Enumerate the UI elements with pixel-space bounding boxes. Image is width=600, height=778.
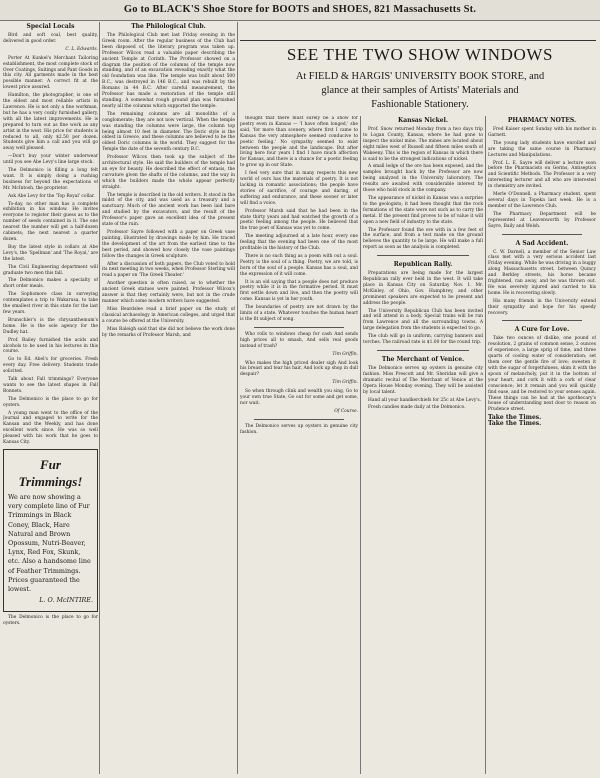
local-item: To-day, no other man has a complete exhibition in his window. He invites everyone to register their guess as to the number of seeds contained in it. The one nearest the number will get a half-dozen cabinets; the next nearest a quarter dozen. <box>3 201 98 242</box>
article-paragraph: The University Republican Club has been invited and will attend in a body. Special trains will be run from Lawrence and all the surrounding towns. A large delegation from the students is expected to go. <box>363 308 483 332</box>
article-paragraph: The remaining columns are all monoliths of a conglomerate; they are not now vertical. When the temple was standing the columns were large, the column top being almost 10 feet in diameter. The Doric style is the oldest in Greece, and these columns are believed to be the oldest Doric columns in the world. They suggest for the Temple the date of the seventh century B.C. <box>102 111 235 153</box>
verse: Who makes the high priced dealer sigh And look his breast and tear his hair, And lock up shop in dull despair? <box>240 360 358 378</box>
article-paragraph: Miss Raleigh said that she did not believe the work done by the remarks of Professor Marsh, and <box>102 326 235 338</box>
cure-for-love-heading: A Cure for Love. <box>514 326 570 334</box>
article-paragraph: Preparations are being made for the largest Republican rally ever held in the west. It will take place in Kansas City on Saturday Nov. 1. Mr. McKinley, of Ohio, Gov. Humphrey, and other prominent speakers are expected to be present and address the people. <box>363 271 483 306</box>
article-paragraph: Take two ounces of dislike, one pound of resolution, 2 grains of common sense, 2 ounces of experience, a large sprig of time, and three quarts of cooling water of consideration; set them over the gentle fire of love; sweeten it with the sugar of forgetfulness, skim it with the spoon of melancholy, put it in the bottom of your heart, and cork it with a cork of clear conscience; let it remain and you will quickly find ease, and be restored to your senses again. These things can be had at the apothecary's house of understanding next door to reason on Prudence street. <box>488 336 596 413</box>
philological-club-heading: The Philological Club. <box>131 23 206 30</box>
column-2 <box>102 22 235 774</box>
column-1 <box>3 22 98 774</box>
article-paragraph: After a discussion of both papers, the Club voted to hold its next meeting in two weeks, when Professor Sterling will read a paper on 'The Greek Theater.' <box>102 261 235 279</box>
article-paragraph: Miss Beardslee read a brief paper on the study of classical archaeology in American colleges, and urged that a course be offered at the University. <box>102 306 235 324</box>
article-paragraph: I feel very sure that in many respects this new world of ours has the materials of poetry. It is not lacking in romantic associations; the people have stories of sacrifice, of courage and daring, of suffering and endurance, and these sooner or later will find a voice. <box>240 171 358 206</box>
article-paragraph: C. W. Darnell, a member of the Senior Law class met with a very serious accident last Friday evening. While he was driving in a buggy along Massachusetts street, between Quincy and Berkley streets, his horse became frightened, ran away, and he was thrown out. He was severely injured and carried to his home. He is recovering slowly. <box>488 249 596 296</box>
local-item: Porter At Kunkel's Merchant Tailoring establishment, the most complete stock of Over Coatings, Suitings and Pant Goods in this city. All garments made in the best possible manner. A correct fit at the lowest price assured. <box>3 55 98 91</box>
article-paragraph: The club will go in uniform, carrying banners and torches. The railroad rate is $1.00 for the round trip. <box>363 334 483 346</box>
article-paragraph: Professor Wilcox then took up the subject of the architectural style. He said the builders of the temple had an eye for beauty. He described the effect of entasis, the curvature given the shafts of the columns, and the way in which the builders made the whole appear perfectly straight. <box>102 155 235 190</box>
divider <box>377 350 469 351</box>
special-locals-heading: Special Locals <box>26 23 75 30</box>
local-item: The Delmonico is filling a long felt want. It is simply doing a rushing business for beyond the expectations of Mr. McIntosh, the proprietor. <box>3 168 98 191</box>
take-the-times-line: Take the Times. <box>488 414 542 422</box>
signature: Tim Griffin. <box>332 380 358 386</box>
article-paragraph: A small ledge of the ore has been exposed, and the samples brought back by the Professor are now being analyzed in the University laboratory. The results are awaited with considerable interest by those who hold stock in the company. <box>363 164 483 194</box>
show-windows-ad-title: SEE THE TWO SHOW WINDOWS <box>286 45 554 64</box>
article-paragraph: Merle O'Donnell, a Pharmacy student, spent several days in Topeka last week. He is a member of the Lawrence Club. <box>488 192 596 209</box>
ad-line: At FIELD & HARGIS' UNIVERSITY BOOK STORE, and <box>295 71 545 82</box>
article-paragraph: Prof. L. E. Sayre will deliver a lecture soon before the Pharmacists on Germs, Antiseptics and Scientific Methods. The Professor is a very interesting lecturer and all who are interested in chemistry are invited. <box>488 160 596 190</box>
local-item: The Delmonico makes a specialty of short order meals. <box>3 278 98 290</box>
local-item: Bird and soft coal, best quality, delivered in good order. <box>3 33 98 44</box>
ad-line: glance at their samples of Artists' Materials and <box>321 85 519 96</box>
signature: C. L. Edwards. <box>65 46 98 52</box>
local-item: Talk about Fall trimmings? Everyone wants to see the latest shapes in Fall Bonnets. <box>3 377 98 394</box>
kansas-nickel-heading: Kansas Nickel. <box>398 117 448 124</box>
show-windows-ad-text <box>240 70 600 112</box>
divider <box>502 320 582 321</box>
divider <box>377 255 469 256</box>
article-paragraph: The Delmonico serves up oysters in genuine city fashion. Miss Prescott and Mr. Sheridan will give a dramatic recital of The Merchant of Venice at the Opera House Monday evening. They will be assisted by local talent. <box>363 366 483 395</box>
fur-trimmings-heading: Fur Trimmings! <box>18 457 83 489</box>
fur-signature: L. O. McINTIRE. <box>39 596 93 605</box>
article-paragraph: The Philological Club met last Friday evening in the Greek room. After the regular business of the Club had been disposed of, the literary program was taken up. Professor Wilcox read a valuable paper describing the ancient Temple at Corinth. The Professor showed on a diagram the position of the columns of the temple now standing, and of an excavation revealing exactly what the old foundation was like. The temple was built about 500 B.C., was destroyed in 146 B.C., and was rebuilt by the Romans in 44 B.C. After careful measurement, the Professor has made a restoration of the temple still standing. A somewhat rough ground plan was furnished nearly all the columns which supported the temple. <box>102 33 235 109</box>
local-item: —Don't buy your winter underwear until you see Abe Levy's line large stock. <box>3 154 98 166</box>
article-paragraph: The Professor found the ore with in a few feet of the surface, and from a test made on the ground believes the quantity to be large. He will make a full report as soon as the analysis is completed. <box>363 227 483 251</box>
article-paragraph: The young lady students have enrolled and are taking the same course in Pharmacy Lectures and Manipulations. <box>488 140 596 158</box>
local-item: Ask Abe Levy for the 'Top Royal' collar. <box>8 193 95 199</box>
fur-trimmings-ad <box>3 449 98 612</box>
article-paragraph: The boundaries of poetry are not drawn by the limits of a state. Whatever touches the human heart is the fit subject of song. <box>240 305 358 322</box>
article-paragraph: Another question is often raised, as to whether the ancient Greek statues were painted. Professor Wilcox's answer is that they certainly were, but not in the crude manner which some modern writers have suggested. <box>102 281 235 304</box>
merchant-of-venice-heading: The Merchant of Venice. <box>381 356 465 363</box>
ad-top-rule <box>240 40 596 41</box>
local-item: Hamilton, the photographer, is one of the oldest and most reliable artists in Lawrence. He is not only a fine workman, but he has a very cozily furnished gallery, with all the latest improvements. He is prepared to turn out as fine work as any artist in the west. His price for students is reduced to all, only $2.50 per dozen. Students give him a call and you will go away well pleased. <box>3 93 98 152</box>
column-rule <box>99 22 100 774</box>
pharmacy-notes-heading: PHARMACY NOTES. <box>507 117 577 124</box>
article-paragraph: It is an old saying that a people does not produce poetry while it is in the formative period. It must first settle down and live, and then the poetry will come. Kansas is yet in her youth. <box>240 279 358 303</box>
column-rule <box>485 116 486 774</box>
article-paragraph: Prof. Snow returned Monday from a two days trip to Logan County, Kansas, where he had gone to inspect the nickel mine. The mines are located about eight miles west of Russell and fifteen miles south of Wakeeny. This is the region of Kansas in which there is said to be the strongest indications of nickel. <box>363 127 483 162</box>
local-item: Go to Ed. Abel's for groceries. Fresh every day. Free delivery. Students trade solicited. <box>3 357 98 375</box>
article-paragraph: The temple is described in the old writers. It stood in the midst of the city, and was used as a treasury and a sanctuary. Much of the ancient work has been laid bare and studied by the excavators, and the result of the Professor's paper gave an excellent idea of the present state of the ruin. <box>102 192 235 228</box>
column-rule <box>237 22 238 774</box>
article-paragraph: Fresh candies made daily at the Delmonico. <box>368 405 466 411</box>
fur-trimmings-text: We are now showing a very complete line of Fur Trimmings in Black Coney, Black, Hare Natural and Brown Opossum, Nutri-Beaver, Lynx, Red Fox, Skunk, etc. Also a handsome line of Feather Trimmings. Prices guaranteed the lowest. <box>8 493 91 594</box>
column-5 <box>488 116 596 774</box>
signature: Of Course. <box>334 408 358 414</box>
sad-accident-heading: A Sad Accident. <box>515 239 569 247</box>
signature: Tim Griffin. <box>332 351 358 357</box>
local-item: Buy the latest style in collars at Abe Levy's, the 'Spellman' and 'The Royal,' are the latest. <box>3 244 98 262</box>
article-paragraph: Fred Kaiser spent Sunday with his mother in Garnett. <box>488 127 596 138</box>
local-item: The Sophomore class in surveying contemplates a trip to Wakarusa, to take the smallest river in this state for the last few years. <box>3 292 98 315</box>
article-paragraph: Professor Marsh said that he had been in the state thirty years and had watched the growth of a poetic feeling among the people. He believed that the true poet of Kansas was yet to come. <box>240 208 358 232</box>
article-paragraph: The appearance of nickel in Kansas was a surprise to the geologists; it had been thought that the rock formations of the state were not such as to carry the metal. If the present find proves to be of value it will open a new field of industry to the state. <box>363 195 483 225</box>
ad-line: Fashionable Stationery. <box>371 99 469 110</box>
divider <box>254 327 344 328</box>
local-item: Prof. Bailey furnished the acids and alcohols to be used in his lectures in this course. <box>3 337 98 355</box>
article-paragraph: The Delmonico serves up oysters in genuine city fashion. <box>240 423 358 435</box>
verse: Who rolls to windows cheap for cash And sends high prices all to smash, And sells real goods instead of trash? <box>240 331 358 349</box>
article-paragraph: Professor Sayre followed with a paper on Greek vase painting, illustrated by drawings made by him. He traced the development of the art from the earliest time to the best period, and showed how closely the vase paintings follow the changes in Greek sculpture. <box>102 230 235 259</box>
article-paragraph: There is no such thing as a poem with out a soul. Poetry is the soul of a thing. Poetry, we are told, is born of the soul of a people. Kansas has a soul, and the expression of it will come. <box>240 253 358 277</box>
divider <box>502 234 582 235</box>
article-paragraph: His many friends in the University extend their sympathy and hope for his speedy recovery. <box>488 298 596 316</box>
column-4 <box>363 116 483 774</box>
shoe-store-banner: Go to BLACK'S Shoe Store for BOOTS and SHOES, 821 Massachusetts St. <box>0 0 600 21</box>
article-paragraph: The meeting adjourned at a late hour, every one feeling that the evening had been one of the most profitable in the history of the Club. <box>240 234 358 252</box>
article-paragraph: Hand all your handkerchiefs for 25c at Abe Levy's. <box>368 397 482 403</box>
column-3 <box>240 116 358 774</box>
article-paragraph: The Pharmacy Department will be represented at Leavenworth by Professor Sayre, Baily and Welsh. <box>488 211 596 229</box>
local-item: The Delmonico is the place to go for oysters. <box>3 615 98 627</box>
local-item: A young man went to the office of the Journal and engaged to write for the Kansan and the Weekly, and has done excellent work since. He was so well pleased with his work that he goes to Kansas City. <box>3 410 98 446</box>
local-item: The Delmonico is the place to go for oysters. <box>3 396 98 408</box>
republican-rally-heading: Republican Rally. <box>393 261 453 269</box>
divider <box>254 419 344 420</box>
take-the-times-line: Take the Times. <box>488 420 542 428</box>
article-paragraph: thought that there must surely be a show for poetry even in Kansas — 'I have often longed,' she said, 'for more than scenery, where first I came to Kansas the very atmosphere seemed conducive to poetic feeling.' No sympathy seemed to exist between the people and the landscape. But after living here four years I find I have much affection for Kansas, and there is a chance for a poetic feeling to grow up in our State. <box>240 116 358 169</box>
column-rule <box>360 116 361 774</box>
local-item: The Civil Engineering department will graduate two men this fall. <box>3 264 98 276</box>
verse: So when through clink and wealth you sing, Go to your own true State, Go out for some and get some, nor wait. <box>240 389 358 406</box>
local-item: Brunschler's is the chrysanthemum's home. He is the sole agency for the Dudley hat. <box>3 317 98 335</box>
